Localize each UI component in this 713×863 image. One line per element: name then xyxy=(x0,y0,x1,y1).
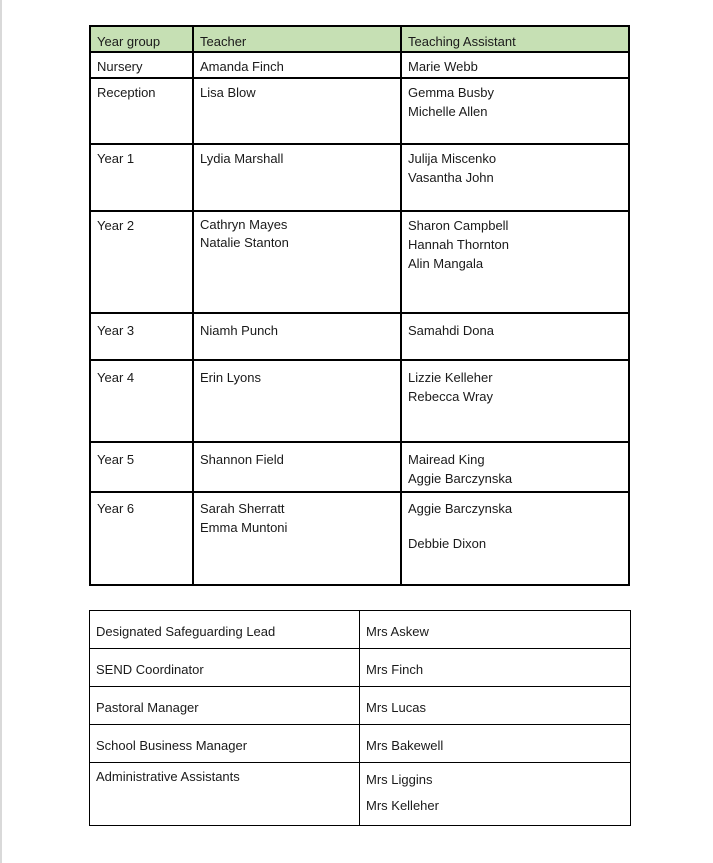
assistant-name: Debbie Dixon xyxy=(408,536,487,551)
assistant-name: Lizzie Kelleher xyxy=(408,370,493,385)
holder-name: Mrs Finch xyxy=(366,661,424,677)
assistant-name: Julija Miscenko xyxy=(408,151,497,166)
assistant-name: Aggie Barczynska xyxy=(408,501,513,516)
table-row xyxy=(90,611,631,649)
year-group-cell: Reception xyxy=(90,78,193,144)
table-row xyxy=(90,313,629,360)
holder-name: Mrs Askew xyxy=(366,623,429,639)
role-cell: Designated Safeguarding Lead xyxy=(90,611,360,649)
assistant-name: Gemma Busby xyxy=(408,85,494,100)
assistant-name: Vasantha John xyxy=(408,170,494,185)
table-row xyxy=(90,442,629,492)
roles-table xyxy=(89,610,631,826)
table-row xyxy=(90,492,629,585)
teacher-name: Emma Muntoni xyxy=(200,520,288,535)
table-row xyxy=(90,360,629,442)
teacher-cell xyxy=(193,492,401,585)
holder-cell xyxy=(360,725,631,763)
page-edge xyxy=(0,0,2,863)
assistant-name: Rebecca Wray xyxy=(408,389,494,404)
header-teacher: Teacher xyxy=(193,26,401,52)
teacher-name: Niamh Punch xyxy=(200,323,279,338)
teacher-name: Cathryn Mayes xyxy=(200,217,288,232)
teacher-cell xyxy=(193,78,401,144)
table-row xyxy=(90,211,629,313)
header-year-group: Year group xyxy=(90,26,193,52)
role-cell: Pastoral Manager xyxy=(90,687,360,725)
assistant-name: Alin Mangala xyxy=(408,256,484,271)
year-group-cell: Year 6 xyxy=(90,492,193,585)
teaching-assistant-cell xyxy=(401,442,629,492)
assistant-name: Samahdi Dona xyxy=(408,323,494,338)
teacher-cell xyxy=(193,313,401,360)
teacher-name: Amanda Finch xyxy=(200,59,284,74)
year-group-cell: Year 5 xyxy=(90,442,193,492)
holder-name: Mrs Lucas xyxy=(366,699,426,715)
teacher-name: Sarah Sherratt xyxy=(200,501,285,516)
teaching-assistant-cell xyxy=(401,492,629,585)
year-group-cell: Nursery xyxy=(90,52,193,78)
teacher-name: Shannon Field xyxy=(200,452,284,467)
teacher-name: Erin Lyons xyxy=(200,370,261,385)
table-row xyxy=(90,649,631,687)
holder-cell xyxy=(360,687,631,725)
table-row xyxy=(90,763,631,826)
role-cell: Administrative Assistants xyxy=(90,763,360,826)
year-group-cell: Year 3 xyxy=(90,313,193,360)
teaching-assistant-cell xyxy=(401,313,629,360)
teacher-cell xyxy=(193,211,401,313)
holder-name: Mrs Bakewell xyxy=(366,737,444,753)
teaching-assistant-cell xyxy=(401,144,629,211)
year-group-cell: Year 4 xyxy=(90,360,193,442)
teaching-assistant-cell xyxy=(401,78,629,144)
staff-table xyxy=(89,25,630,586)
staff-table-header xyxy=(90,26,629,52)
assistant-name: Hannah Thornton xyxy=(408,237,509,252)
holder-cell xyxy=(360,611,631,649)
teacher-cell xyxy=(193,144,401,211)
teacher-cell xyxy=(193,442,401,492)
role-cell: School Business Manager xyxy=(90,725,360,763)
teacher-name: Natalie Stanton xyxy=(200,235,289,250)
assistant-name: Sharon Campbell xyxy=(408,218,509,233)
header-teaching-assistant: Teaching Assistant xyxy=(401,26,629,52)
year-group-cell: Year 2 xyxy=(90,211,193,313)
table-row xyxy=(90,144,629,211)
assistant-name: Mairead King xyxy=(408,452,485,467)
table-row xyxy=(90,52,629,78)
assistant-name: Aggie Barczynska xyxy=(408,471,513,486)
assistant-name: Michelle Allen xyxy=(408,104,488,119)
holder-name: Mrs Kelleher xyxy=(366,798,439,813)
teaching-assistant-cell xyxy=(401,52,629,78)
teaching-assistant-cell xyxy=(401,211,629,313)
table-row xyxy=(90,687,631,725)
assistant-name: Marie Webb xyxy=(408,59,478,74)
holder-cell xyxy=(360,649,631,687)
table-row xyxy=(90,725,631,763)
teacher-name: Lisa Blow xyxy=(200,85,256,100)
teacher-name: Lydia Marshall xyxy=(200,151,284,166)
role-cell: SEND Coordinator xyxy=(90,649,360,687)
teaching-assistant-cell xyxy=(401,360,629,442)
holder-name: Mrs Liggins xyxy=(366,772,433,787)
holder-cell xyxy=(360,763,631,826)
table-row xyxy=(90,78,629,144)
teacher-cell xyxy=(193,360,401,442)
teacher-cell xyxy=(193,52,401,78)
year-group-cell: Year 1 xyxy=(90,144,193,211)
